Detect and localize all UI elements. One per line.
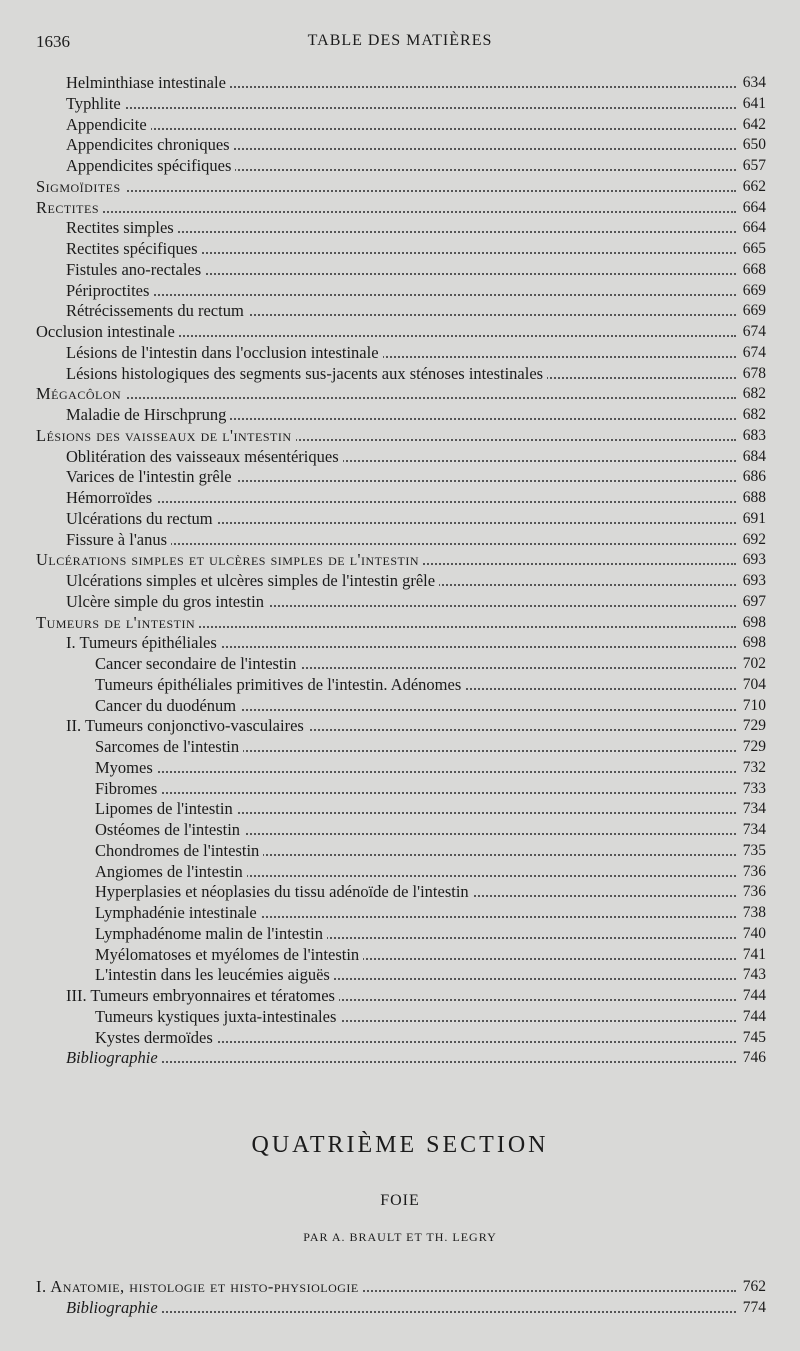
toc-entry-page: 729 [742,717,766,735]
toc-entry [0,1047,800,1068]
toc-entry-page: 734 [742,821,766,838]
toc-entry [0,529,800,550]
toc-entry-page: 698 [742,613,766,631]
toc-entry-title: Lésions des vaisseaux de l'intestin [36,426,296,445]
toc-entry [0,342,800,363]
toc-entry-title: Appendicites chroniques [66,135,234,154]
toc-entry-title: Ostéomes de l'intestin [95,820,244,839]
toc-entry-page: 693 [742,551,766,569]
toc-entry [0,197,800,218]
toc-entry-title: Myélomatoses et myélomes de l'intestin [95,945,363,964]
toc-entry [0,1276,800,1297]
toc-entry-title: Bibliographie [66,1298,162,1317]
toc-entry-page: 744 [742,1007,766,1025]
dot-leader [66,1311,736,1313]
running-title: TABLE DES MATIÈRES [307,32,493,49]
toc-entry [0,1027,800,1048]
toc-entry-title: Rectites simples [66,218,178,237]
toc-entry-title: Sarcomes de l'intestin [95,737,243,756]
toc-entry-page: 669 [742,281,766,299]
toc-entry [0,674,800,695]
toc-entry [0,944,800,965]
toc-entry-page: 697 [742,592,766,610]
toc-entry-page: 729 [742,738,766,755]
toc-entry-title: Hémorroïdes [66,488,156,507]
toc-entry-title: Angiomes de l'intestin [95,862,247,881]
toc-entry-page: 704 [742,675,766,693]
toc-entry [0,570,800,591]
toc-entry [0,383,800,404]
section-title: QUATRIÈME SECTION [251,1132,549,1158]
toc-entry-title: Chondromes de l'intestin [95,841,263,860]
toc-entry [0,736,800,757]
toc-entry-page: 642 [742,115,766,133]
toc-entry-page: 674 [742,323,766,340]
toc-entry-title: I. Tumeurs épithéliales [66,633,221,652]
dot-leader [66,1061,736,1063]
toc-entry-title: Ulcérations simples et ulcères simples de l'intestin [36,550,423,569]
toc-entry-title: Cancer du duodénum [95,696,240,715]
toc-entry-title: Sigmoïdites [36,177,125,196]
toc-entry [0,404,800,425]
toc-entry [0,902,800,923]
toc-entry-title: Mégacôlon [36,384,125,403]
toc-entry [0,1297,800,1318]
toc-entry [0,881,800,902]
toc-entry-page: 762 [742,1278,766,1295]
toc-entry-page: 734 [742,800,766,818]
toc-entry-page: 664 [742,219,766,237]
toc-entry-title: Ulcère simple du gros intestin [66,592,268,611]
toc-entry [0,840,800,861]
dot-leader [66,501,736,503]
toc-entry-page: 674 [742,343,766,361]
toc-entry [0,715,800,736]
toc-entry [0,238,800,259]
toc-entry [0,508,800,529]
toc-entry [0,923,800,944]
toc-entry-title: Rétrécissements du rectum [66,301,248,320]
toc-entry [0,487,800,508]
toc-entry [0,425,800,446]
toc-entry-page: 684 [742,447,766,465]
toc-entry-title: Oblitération des vaisseaux mésentériques [66,447,343,466]
page-header [36,32,764,56]
toc-entry-page: 698 [742,634,766,652]
toc-entry-page: 774 [742,1299,766,1316]
toc-entry [0,217,800,238]
toc-entry-page: 668 [742,260,766,278]
toc-entry-title: Fistules ano-rectales [66,260,205,279]
dot-leader [36,211,736,213]
toc-entry-page: 634 [742,74,766,91]
toc-entry-title: Ulcérations simples et ulcères simples de l'intestin grêle [66,571,439,590]
toc-entry [0,985,800,1006]
toc-entry [0,446,800,467]
toc-entry-page: 736 [742,862,766,880]
toc-entry [0,612,800,633]
toc-entry-title: Ulcérations du rectum [66,509,217,528]
part-title: FOIE [380,1192,420,1209]
toc-entry-title: Cancer secondaire de l'intestin [95,654,300,673]
toc-entry-title: Tumeurs kystiques juxta-intestinales [95,1007,340,1026]
dot-leader [95,771,736,773]
toc-entry-page: 743 [742,966,766,984]
toc-entry [0,819,800,840]
toc-entry-page: 710 [742,696,766,714]
toc-entry-title: I. Anatomie, histologie et histo-physiologie [36,1277,363,1296]
toc-entry-page: 682 [742,385,766,403]
toc-entry [0,176,800,197]
toc-entry-title: Tumeurs de l'intestin [36,613,199,632]
toc-entry [0,321,800,342]
dot-leader [66,294,736,296]
toc-entry-title: Appendicite [66,115,151,134]
toc-entry-page: 692 [742,530,766,548]
toc-entry-title: Hyperplasies et néoplasies du tissu adénoïde de l'intestin [95,882,473,901]
toc-entry [0,591,800,612]
toc-entry-title: Lésions de l'intestin dans l'occlusion intestinale [66,343,383,362]
toc-entry-title: Lymphadénome malin de l'intestin [95,924,327,943]
dot-leader [66,107,736,109]
toc-entry-title: Appendicites spécifiques [66,156,235,175]
toc-entry-title: Maladie de Hirschprung [66,405,230,424]
toc-entry [0,93,800,114]
toc-entry [0,1006,800,1027]
toc-entry-page: 732 [742,758,766,776]
toc-entry-page: 744 [742,987,766,1004]
toc-entry [0,72,800,93]
toc-entry-title: Occlusion intestinale [36,322,179,341]
toc-entry-title: Typhlite [66,94,125,113]
toc-entry-title: Lipomes de l'intestin [95,799,237,818]
toc-entry-title: Helminthiase intestinale [66,73,230,92]
toc-entry [0,300,800,321]
toc-entry [0,114,800,135]
toc-entry [0,155,800,176]
toc-entry-page: 741 [742,945,766,963]
toc-entry-title: Bibliographie [66,1048,162,1067]
dot-leader [95,792,736,794]
toc-entry [0,632,800,653]
toc-entry-page: 691 [742,509,766,527]
toc-entry [0,259,800,280]
toc-entry-title: Myomes [95,758,157,777]
toc-entry [0,466,800,487]
toc-entry-title: Fissure à l'anus [66,530,171,549]
toc-entry-page: 738 [742,904,766,921]
toc-entry [0,653,800,674]
toc-entry [0,134,800,155]
toc-entry-page: 736 [742,883,766,901]
toc-entry-title: Rectites [36,198,103,217]
toc-entry-title: Varices de l'intestin grêle [66,467,236,486]
toc-entry-page: 641 [742,94,766,112]
page-number: 1636 [36,32,70,51]
toc-entry [0,964,800,985]
toc-entry-page: 657 [742,157,766,174]
toc-entry-title: Lymphadénie intestinale [95,903,261,922]
toc-entry-page: 664 [742,198,766,216]
toc-entry-page: 682 [742,406,766,423]
toc-entry-page: 683 [742,426,766,444]
dot-leader [36,397,736,399]
authors-line: PAR A. BRAULT ET TH. LEGRY [303,1230,497,1244]
toc-entry [0,549,800,570]
toc-entry-page: 735 [742,841,766,859]
toc-entry [0,778,800,799]
toc-entry-title: III. Tumeurs embryonnaires et tératomes [66,986,339,1005]
toc-entry [0,280,800,301]
toc-entry-page: 650 [742,136,766,154]
toc-entry-page: 688 [742,489,766,506]
toc-entry-page: 693 [742,572,766,589]
toc-entry-page: 746 [742,1049,766,1067]
toc-entry-title: II. Tumeurs conjonctivo-vasculaires [66,716,308,735]
toc-entry-page: 733 [742,779,766,797]
toc-entry-page: 702 [742,655,766,672]
toc-entry-title: Périproctites [66,281,153,300]
toc-entry [0,757,800,778]
toc-entry-title: Lésions histologiques des segments sus-jacents aux sténoses intestinales [66,364,547,383]
toc-entry [0,363,800,384]
toc-entry-page: 678 [742,364,766,382]
toc-entry [0,798,800,819]
toc-entry-page: 745 [742,1028,766,1046]
dot-leader [36,190,736,192]
toc-entry-page: 686 [742,468,766,486]
toc-entry-page: 740 [742,924,766,942]
toc-entry-title: Tumeurs épithéliales primitives de l'intestin. Adénomes [95,675,465,694]
toc-entry-title: Kystes dermoïdes [95,1028,217,1047]
toc-entry-page: 665 [742,240,766,257]
toc-entry-page: 662 [742,177,766,195]
toc-entry-title: L'intestin dans les leucémies aiguës [95,965,334,984]
toc-entry [0,695,800,716]
toc-entry [0,861,800,882]
toc-entry-title: Fibromes [95,779,161,798]
dot-leader [66,128,736,130]
toc-entry-page: 669 [742,302,766,320]
toc-entry-title: Rectites spécifiques [66,239,202,258]
